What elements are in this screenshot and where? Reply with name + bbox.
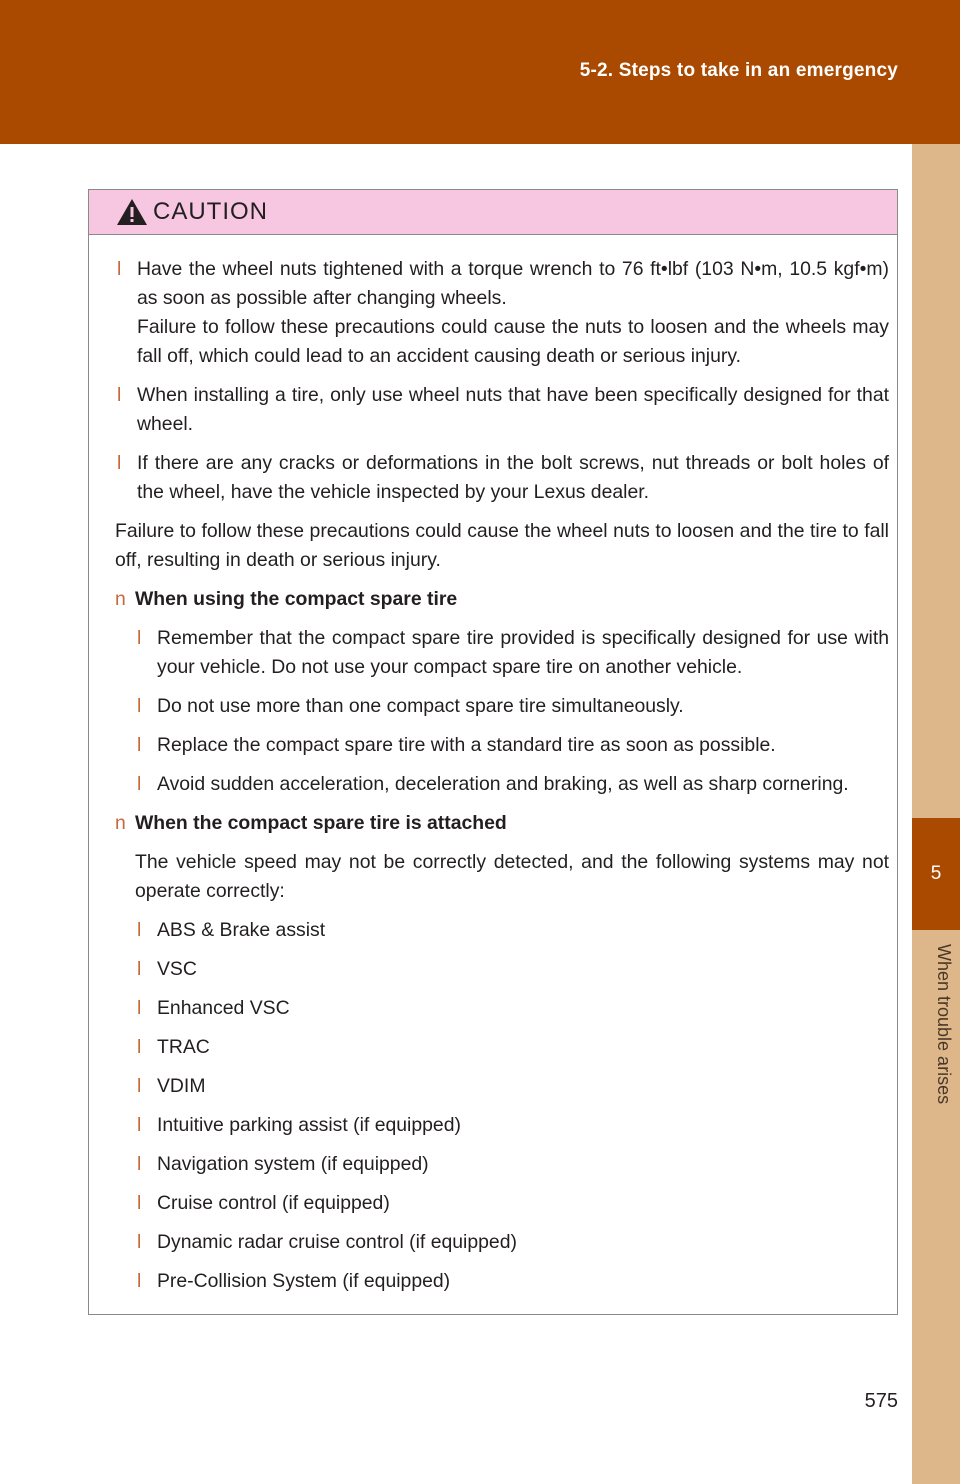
bullet-marker: l	[137, 919, 142, 941]
caution-header	[89, 190, 897, 235]
bullet-marker: l	[137, 695, 142, 717]
list-item	[135, 994, 889, 1023]
item-text: VSC	[157, 958, 197, 980]
item-text: Cruise control (if equipped)	[157, 1192, 390, 1214]
item-text: Navigation system (if equipped)	[157, 1153, 429, 1175]
item-text: Have the wheel nuts tightened with a torque wrench to 76 ft•lbf (103 N•m, 10.5 kgf•m) as soon as possible after changing wheels.	[137, 258, 889, 309]
list-item	[135, 1228, 889, 1257]
item-text: Intuitive parking assist (if equipped)	[157, 1114, 461, 1136]
bullet-marker: l	[137, 773, 142, 795]
bullet-marker: l	[137, 1075, 142, 1097]
item-text: Do not use more than one compact spare tire simultaneously.	[157, 695, 684, 717]
section-title-text: When the compact spare tire is attached	[135, 812, 507, 834]
section-heading	[115, 809, 889, 838]
bullet-marker: l	[117, 384, 122, 406]
chapter-tab	[912, 818, 960, 930]
bullet-marker: l	[137, 734, 142, 756]
caution-title: CAUTION	[153, 198, 268, 225]
bullet-marker: l	[137, 1270, 142, 1292]
section-title-text: When using the compact spare tire	[135, 588, 458, 610]
bullet-marker: l	[137, 997, 142, 1019]
list-item	[135, 1189, 889, 1218]
list-item	[135, 624, 889, 682]
section-title: 5-2. Steps to take in an emergency	[579, 60, 898, 81]
item-text: If there are any cracks or deformations in the bolt screws, nut threads or bolt holes of the wheel, have the vehicle inspected by your Lexus dealer.	[137, 452, 889, 503]
section-marker: n	[115, 588, 126, 610]
item-text: ABS & Brake assist	[157, 919, 326, 941]
list-item	[115, 255, 889, 371]
list-item	[135, 1072, 889, 1101]
item-text: VDIM	[157, 1075, 206, 1097]
list-item	[135, 1150, 889, 1179]
bullet-marker: l	[137, 1231, 142, 1253]
item-text: Replace the compact spare tire with a standard tire as soon as possible.	[157, 734, 776, 756]
side-strip	[912, 144, 960, 1484]
list-item	[135, 770, 889, 799]
list-item	[135, 1111, 889, 1140]
item-text: TRAC	[157, 1036, 210, 1058]
section-heading	[115, 585, 889, 614]
paragraph: The vehicle speed may not be correctly detected, and the following systems may not operate correctly:	[135, 851, 889, 902]
list-item	[115, 449, 889, 507]
list-item	[135, 916, 889, 945]
caution-content	[89, 235, 897, 1296]
item-text: Dynamic radar cruise control (if equipped)	[157, 1231, 517, 1253]
chapter-number: 5	[930, 863, 942, 884]
item-text: Avoid sudden acceleration, deceleration and braking, as well as sharp cornering.	[157, 773, 849, 795]
bullet-marker: l	[137, 1114, 142, 1136]
warning-icon	[115, 197, 149, 227]
list-item	[135, 955, 889, 984]
caution-box	[88, 189, 898, 1315]
list-item	[115, 381, 889, 439]
bullet-marker: l	[117, 258, 122, 280]
bullet-marker: l	[137, 1192, 142, 1214]
bullet-marker: l	[137, 1036, 142, 1058]
list-item	[135, 1267, 889, 1296]
list-item	[135, 1033, 889, 1062]
item-subtext: Failure to follow these precautions could cause the nuts to loosen and the wheels may fall off, which could lead to an accident causing death or serious injury.	[137, 316, 889, 367]
item-text: Pre-Collision System (if equipped)	[157, 1270, 451, 1292]
paragraph: Failure to follow these precautions could cause the wheel nuts to loosen and the tire to fall off, resulting in death or serious injury.	[115, 520, 889, 571]
item-text: When installing a tire, only use wheel nuts that have been specifically designed for that wheel.	[137, 384, 889, 435]
chapter-label: When trouble arises	[934, 944, 954, 1105]
section-marker: n	[115, 812, 126, 834]
list-item	[135, 731, 889, 760]
item-text: Remember that the compact spare tire provided is specifically designed for use with your vehicle. Do not use your compact spare tire on another vehicle.	[157, 627, 889, 678]
list-item	[135, 692, 889, 721]
bullet-marker: l	[137, 1153, 142, 1175]
page-header	[0, 0, 960, 144]
item-text: Enhanced VSC	[157, 997, 290, 1019]
bullet-marker: l	[137, 627, 142, 649]
bullet-marker: l	[137, 958, 142, 980]
bullet-marker: l	[117, 452, 122, 474]
page-number: 575	[864, 1390, 898, 1412]
